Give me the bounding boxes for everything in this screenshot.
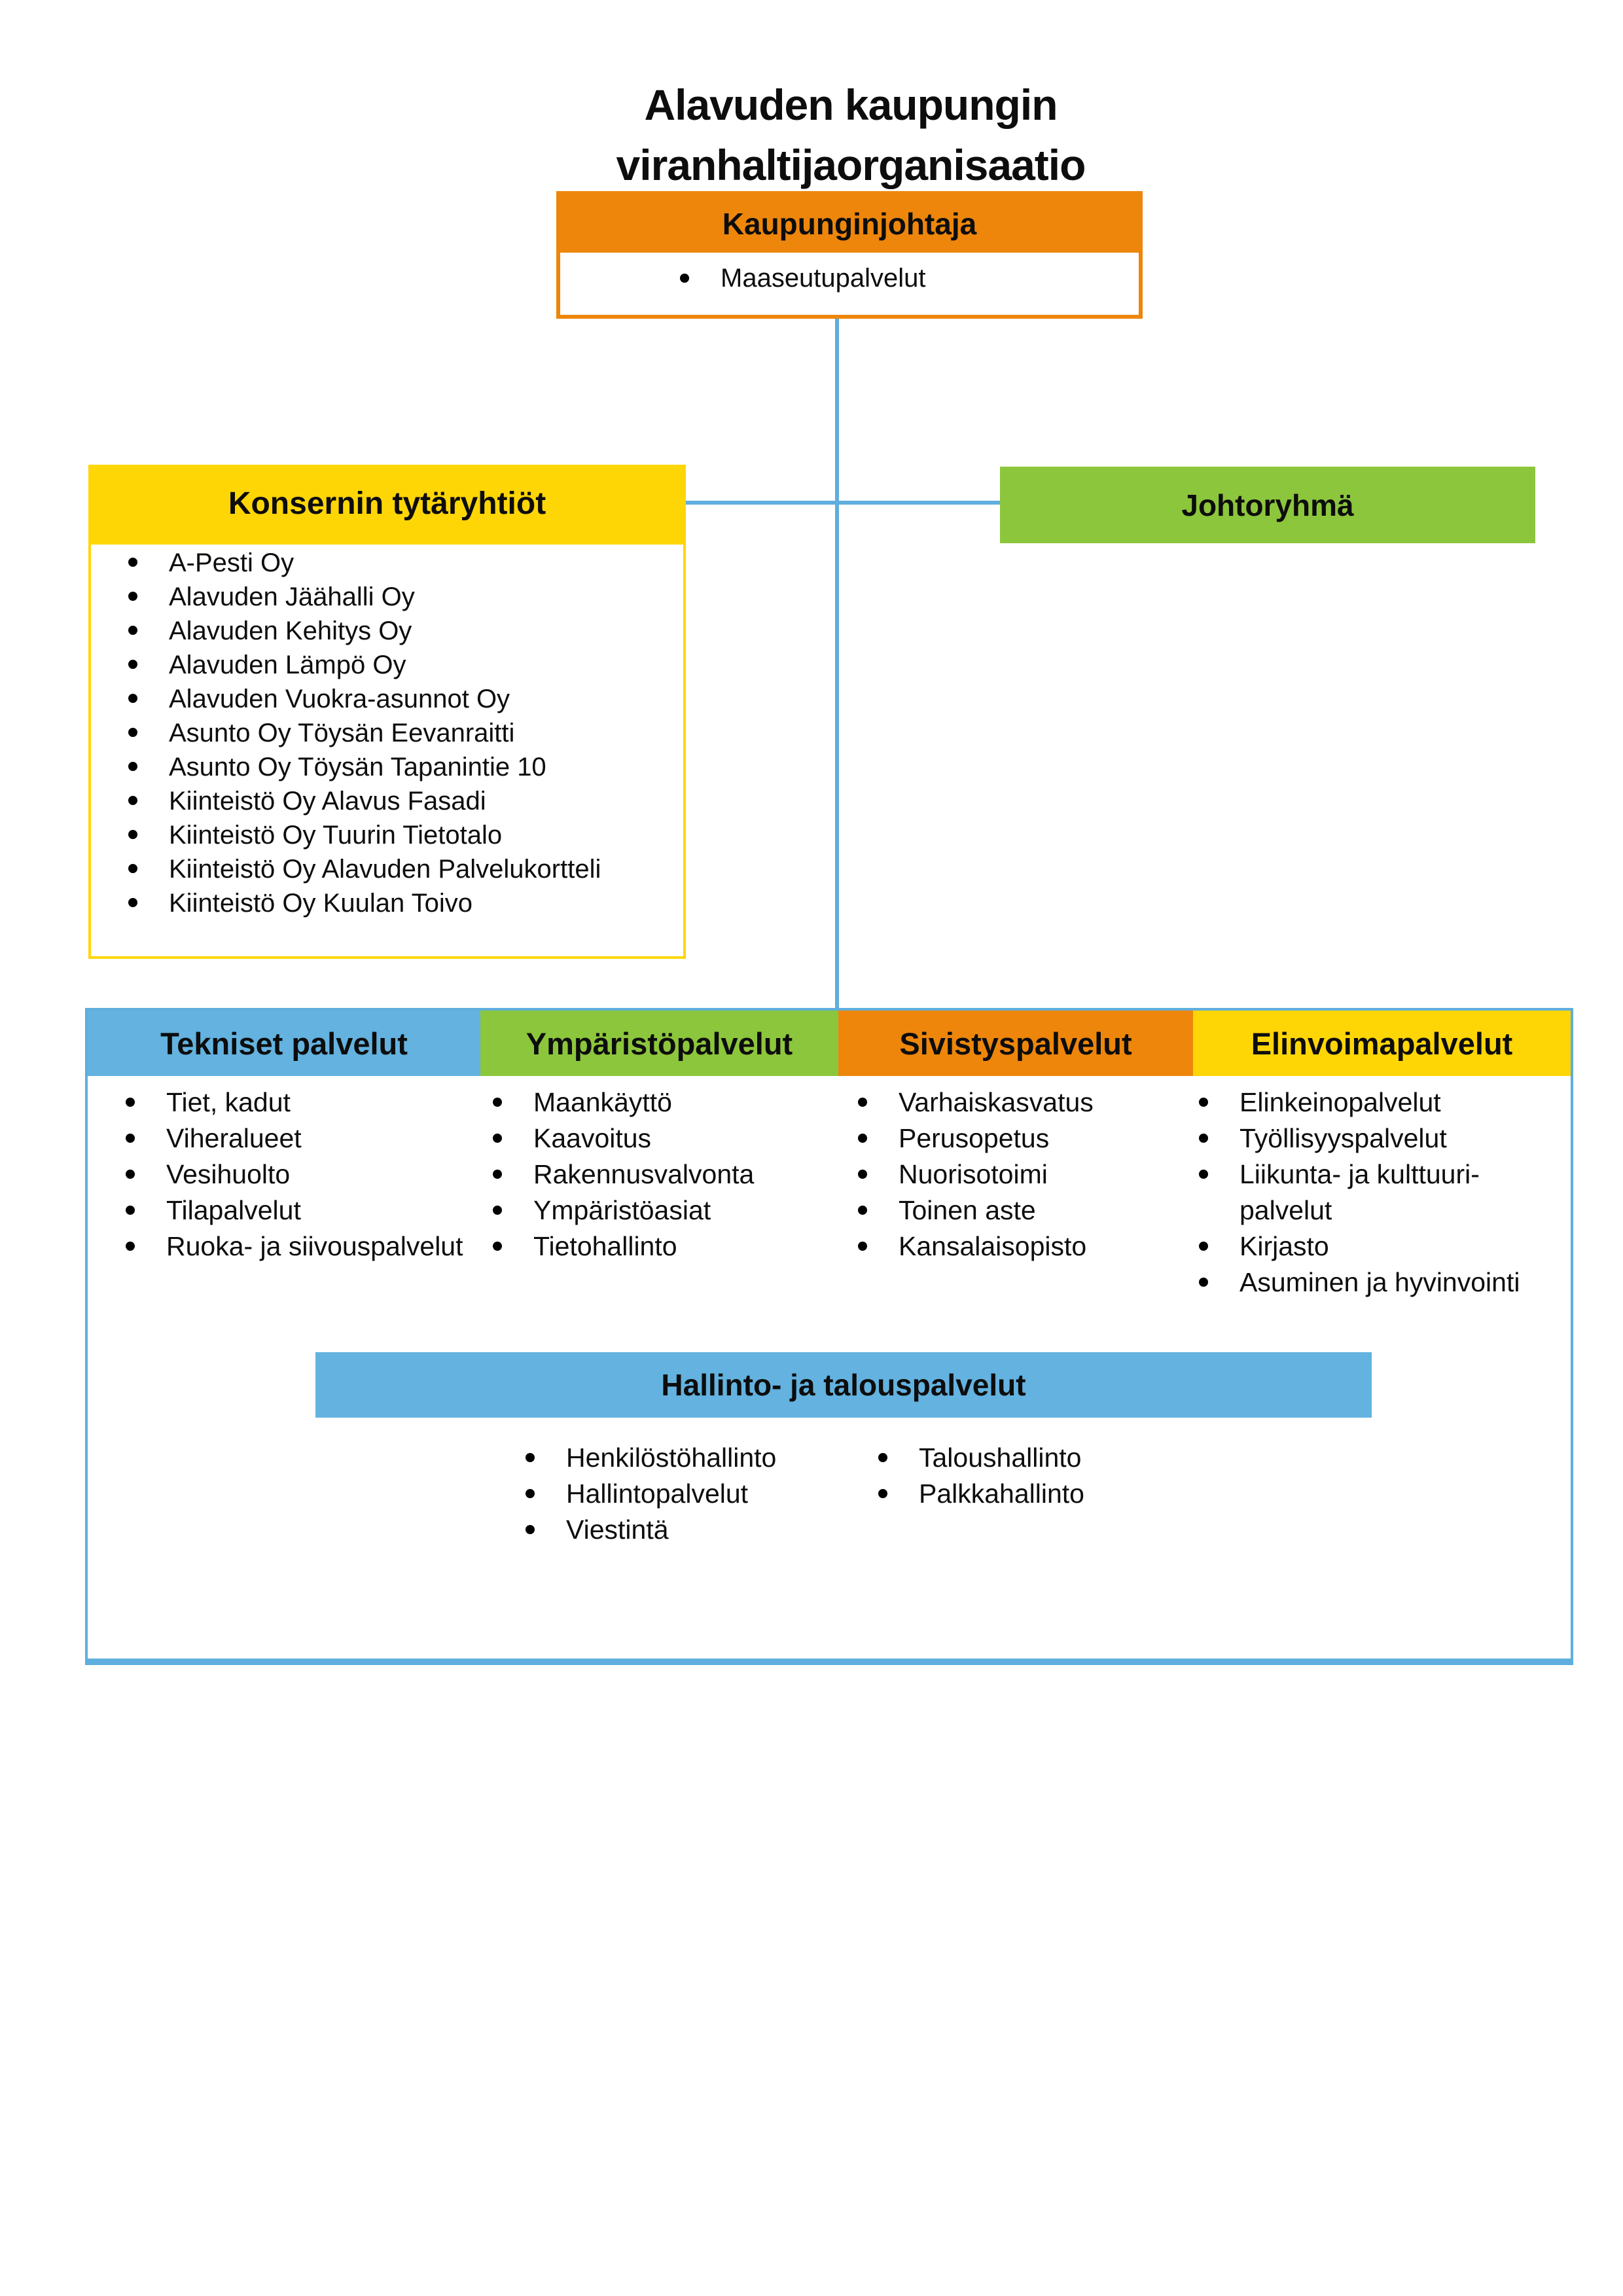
list-item: Tilapalvelut bbox=[124, 1193, 491, 1229]
list-item: Hallintopalvelut bbox=[524, 1476, 871, 1512]
hallinto-bar: Hallinto- ja talouspalvelut bbox=[315, 1352, 1372, 1418]
list-item: Kiinteistö Oy Alavuden Palvelukortteli bbox=[127, 852, 683, 886]
departments-container bbox=[85, 1008, 1573, 1665]
page-title-line-2: viranhaltijaorganisaatio bbox=[616, 141, 1086, 190]
list-item: Tietohallinto bbox=[491, 1229, 848, 1265]
list-item: Varhaiskasvatus bbox=[857, 1085, 1190, 1121]
kaupunginjohtaja-header: Kaupunginjohtaja bbox=[560, 195, 1139, 253]
list-item: Henkilöstöhallinto bbox=[524, 1440, 871, 1476]
list-item: Maaseutupalvelut bbox=[679, 260, 1139, 296]
department-header-elinvoima: Elinvoimapalvelut bbox=[1193, 1011, 1571, 1076]
list-item: A-Pesti Oy bbox=[127, 546, 683, 580]
department-header-sivistys: Sivistyspalvelut bbox=[838, 1011, 1193, 1076]
list-item: Tiet, kadut bbox=[124, 1085, 491, 1121]
list-item: Ruoka- ja siivouspalvelut bbox=[124, 1229, 491, 1265]
hallinto-list-right bbox=[877, 1440, 1224, 1512]
list-item: Asunto Oy Töysän Eevanraitti bbox=[127, 716, 683, 750]
department-list-ymparisto bbox=[491, 1085, 848, 1265]
list-item: Taloushallinto bbox=[877, 1440, 1224, 1476]
page-title-line-1: Alavuden kaupungin bbox=[644, 81, 1058, 130]
list-item: Kansalaisopisto bbox=[857, 1229, 1190, 1265]
konsernin-tytaryhtiot-list bbox=[91, 545, 683, 920]
list-item: Alavuden Kehitys Oy bbox=[127, 614, 683, 648]
page-title bbox=[223, 75, 1479, 195]
list-item: Nuorisotoimi bbox=[857, 1157, 1190, 1193]
konsernin-tytaryhtiot-box bbox=[88, 465, 686, 959]
list-item: Kiinteistö Oy Kuulan Toivo bbox=[127, 886, 683, 920]
konsernin-tytaryhtiot-header: Konsernin tytäryhtiöt bbox=[88, 465, 686, 542]
department-header-ymparisto: Ympäristöpalvelut bbox=[480, 1011, 838, 1076]
list-item: Kaavoitus bbox=[491, 1121, 848, 1157]
department-list-tekniset bbox=[124, 1085, 491, 1265]
list-item: Palkkahallinto bbox=[877, 1476, 1224, 1512]
connector-horizontal-line bbox=[686, 501, 1000, 505]
list-item: Kiinteistö Oy Tuurin Tietotalo bbox=[127, 818, 683, 852]
list-item: Työllisyyspalvelut bbox=[1198, 1121, 1554, 1157]
list-item: Alavuden Jäähalli Oy bbox=[127, 580, 683, 614]
kaupunginjohtaja-body bbox=[560, 253, 1139, 296]
list-item: Viestintä bbox=[524, 1512, 871, 1548]
list-item: Rakennusvalvonta bbox=[491, 1157, 848, 1193]
list-item: Asuminen ja hyvinvointi bbox=[1198, 1265, 1554, 1300]
list-item: Maankäyttö bbox=[491, 1085, 848, 1121]
list-item: Alavuden Vuokra-asunnot Oy bbox=[127, 682, 683, 716]
department-headers bbox=[88, 1011, 1571, 1076]
department-header-tekniset: Tekniset palvelut bbox=[88, 1011, 480, 1076]
hallinto-list-left bbox=[524, 1440, 871, 1548]
department-list-elinvoima bbox=[1198, 1085, 1554, 1300]
list-item: Asunto Oy Töysän Tapanintie 10 bbox=[127, 750, 683, 784]
list-item: Alavuden Lämpö Oy bbox=[127, 648, 683, 682]
list-item: Liikunta- ja kulttuuri-palvelut bbox=[1198, 1157, 1554, 1229]
kaupunginjohtaja-box bbox=[556, 191, 1143, 319]
konsernin-tytaryhtiot-body bbox=[88, 542, 686, 959]
connector-vertical-line bbox=[835, 319, 839, 1008]
list-item: Ympäristöasiat bbox=[491, 1193, 848, 1229]
list-item: Perusopetus bbox=[857, 1121, 1190, 1157]
list-item: Vesihuolto bbox=[124, 1157, 491, 1193]
list-item: Kiinteistö Oy Alavus Fasadi bbox=[127, 784, 683, 818]
johtoryhma-box: Johtoryhmä bbox=[1000, 467, 1535, 543]
list-item: Viheralueet bbox=[124, 1121, 491, 1157]
list-item: Elinkeinopalvelut bbox=[1198, 1085, 1554, 1121]
list-item: Toinen aste bbox=[857, 1193, 1190, 1229]
kaupunginjohtaja-list bbox=[560, 253, 1139, 296]
department-list-sivistys bbox=[857, 1085, 1190, 1265]
list-item: Kirjasto bbox=[1198, 1229, 1554, 1265]
